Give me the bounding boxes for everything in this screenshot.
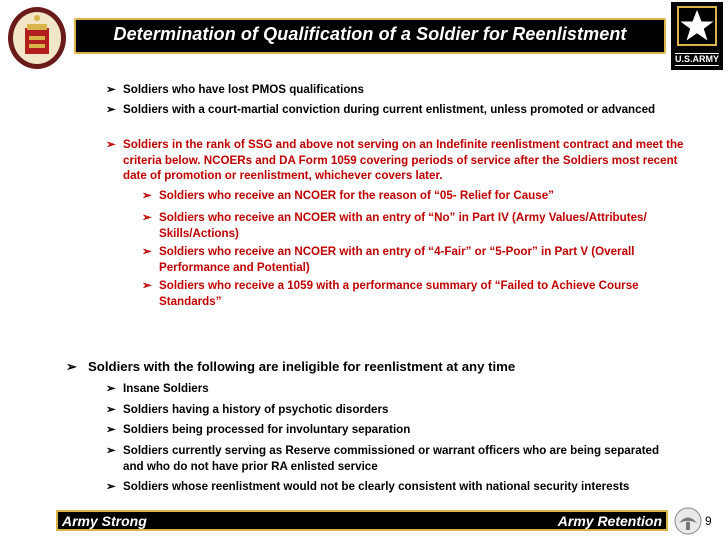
list-item-text: Soldiers in the rank of SSG and above not serving on an Indefinite reenlistment contract and meet the criteria below. NCOERs and DA Form 1059 covering periods of service after the Soldiers most recent date of promotion or reenlistment, whichever covers later. <box>123 138 684 182</box>
sub-list-item <box>142 188 682 204</box>
sub-list-item <box>142 244 662 275</box>
slide-title: Determination of Qualification of a Soldier for Reenlistment <box>113 24 627 44</box>
list-item-text: Soldiers who have lost PMOS qualifications <box>123 83 364 96</box>
arrow-bullet-icon: ➢ <box>106 103 116 116</box>
sub-list-item <box>142 210 687 241</box>
page-number: 9 <box>705 514 712 528</box>
arrow-bullet-icon: ➢ <box>106 480 116 493</box>
list-item-text: Soldiers with a court-martial conviction during current enlistment, unless promoted or advanced <box>123 103 656 116</box>
sub-list-item-text: Soldiers who receive an NCOER for the reason of “05- Relief for Cause” <box>159 189 554 202</box>
slide-title-bar <box>74 18 666 54</box>
arrow-bullet-icon: ➢ <box>66 359 78 374</box>
list-item <box>106 443 666 474</box>
arrow-bullet-icon: ➢ <box>142 211 152 224</box>
arrow-bullet-icon: ➢ <box>142 245 152 258</box>
us-army-star-logo <box>671 2 723 70</box>
list-item-text: Soldiers currently serving as Reserve commissioned or warrant officers who are being separated and who do not have prior RA enlisted service <box>123 444 660 473</box>
sub-list-item-text: Soldiers who receive an NCOER with an entry of “4-Fair” or “5-Poor” in Part V (Overall Performance and Potential) <box>159 245 635 274</box>
arrow-bullet-icon: ➢ <box>142 189 152 202</box>
sub-list-item <box>142 278 652 309</box>
section-heading <box>66 358 686 375</box>
arrow-bullet-icon: ➢ <box>142 279 152 292</box>
army-star-icon <box>677 6 717 46</box>
footer-right-text: Army Retention <box>557 513 662 529</box>
list-item-text: Insane Soldiers <box>123 382 209 395</box>
footer-left-text: Army Strong <box>62 513 147 529</box>
arrow-bullet-icon: ➢ <box>106 403 116 416</box>
list-item <box>106 137 691 184</box>
section-heading-text: Soldiers with the following are ineligible for reenlistment at any time <box>88 359 516 374</box>
list-item <box>106 479 706 495</box>
arrow-bullet-icon: ➢ <box>106 444 116 457</box>
list-item <box>106 102 666 118</box>
army-logo-text: U.S.ARMY <box>675 54 720 64</box>
arrow-bullet-icon: ➢ <box>106 382 116 395</box>
arrow-bullet-icon: ➢ <box>106 423 116 436</box>
list-item-text: Soldiers having a history of psychotic disorders <box>123 403 389 416</box>
unit-seal-logo <box>7 6 67 70</box>
retention-emblem-icon <box>674 507 702 535</box>
arrow-bullet-icon: ➢ <box>106 138 116 151</box>
list-item <box>106 422 666 438</box>
sub-list-item-text: Soldiers who receive a 1059 with a performance summary of “Failed to Achieve Course Standards” <box>159 279 639 308</box>
list-item <box>106 82 686 98</box>
list-item <box>106 381 666 397</box>
sub-list-item-text: Soldiers who receive an NCOER with an entry of “No” in Part IV (Army Values/Attributes/ Skills/Actions) <box>159 211 647 240</box>
footer-bar <box>56 510 668 531</box>
list-item <box>106 402 666 418</box>
list-item-text: Soldiers being processed for involuntary separation <box>123 423 411 436</box>
arrow-bullet-icon: ➢ <box>106 83 116 96</box>
list-item-text: Soldiers whose reenlistment would not be clearly consistent with national security interests <box>123 480 630 493</box>
